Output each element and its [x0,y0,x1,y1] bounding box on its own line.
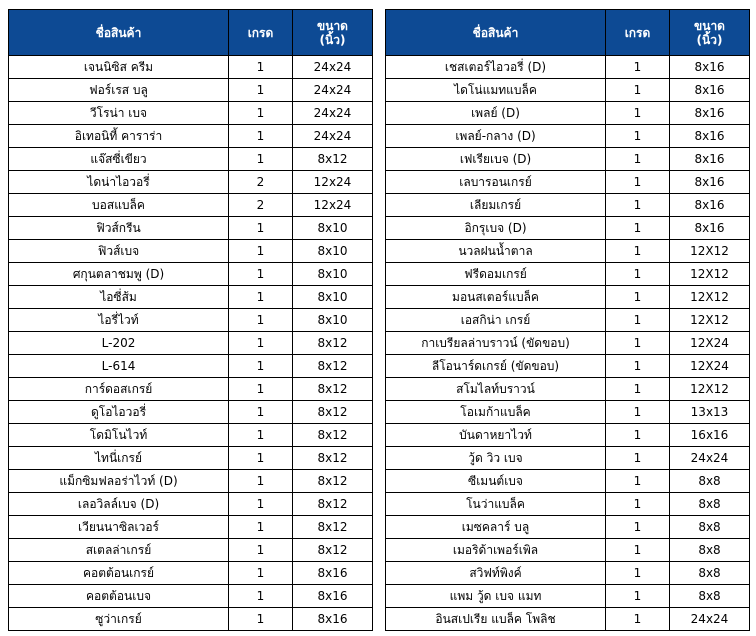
product-name-cell: ฟอร์เรส บลู [9,79,229,102]
column-header-size: ขนาด (นิ้ว) [670,10,750,56]
table-row [386,378,750,401]
product-name-cell: สโมไลท์บราวน์ [386,378,606,401]
product-name-cell: บันดาหยาไวท์ [386,424,606,447]
table-row [9,102,373,125]
size-cell: 8x16 [293,585,373,608]
grade-cell: 1 [229,424,293,447]
size-cell: 16x16 [670,424,750,447]
size-cell: 8x12 [293,516,373,539]
grade-cell: 1 [229,217,293,240]
size-cell: 8x16 [670,148,750,171]
grade-cell: 1 [229,378,293,401]
column-header-name: ชื่อสินค้า [386,10,606,56]
grade-cell: 1 [606,56,670,79]
product-name-cell: ไทนี่เกรย์ [9,447,229,470]
grade-cell: 1 [229,56,293,79]
table-row [9,217,373,240]
table-row [386,470,750,493]
size-cell: 8x10 [293,309,373,332]
size-cell: 8x16 [293,608,373,631]
table-row [386,424,750,447]
size-cell: 12X12 [670,286,750,309]
product-name-cell: เพลย์-กลาง (D) [386,125,606,148]
size-cell: 24x24 [293,125,373,148]
size-cell: 8x12 [293,332,373,355]
size-cell: 12X12 [670,263,750,286]
product-name-cell: ฟรีดอมเกรย์ [386,263,606,286]
product-name-cell: ฟิวส์เบจ [9,240,229,263]
grade-cell: 1 [606,378,670,401]
size-cell: 8x12 [293,355,373,378]
product-name-cell: คอตต้อนเบจ [9,585,229,608]
size-cell: 12X12 [670,240,750,263]
product-name-cell: กาเบรียลล่าบราวน์ (ขัดขอบ) [386,332,606,355]
table-row [386,309,750,332]
table-body-right [386,56,750,631]
product-name-cell: L-614 [9,355,229,378]
table-row [386,539,750,562]
size-cell: 8x8 [670,562,750,585]
table-row [386,585,750,608]
product-name-cell: ศกุนตลาชมพู (D) [9,263,229,286]
size-cell: 8x16 [293,562,373,585]
table-row [386,56,750,79]
grade-cell: 1 [606,240,670,263]
size-cell: 8x10 [293,240,373,263]
product-table-left [8,9,373,631]
table-row [386,286,750,309]
table-row [9,79,373,102]
product-name-cell: ไอรี่ไวท์ [9,309,229,332]
table-row [9,194,373,217]
grade-cell: 1 [606,148,670,171]
table-row [9,608,373,631]
grade-cell: 1 [229,539,293,562]
grade-cell: 1 [606,493,670,516]
table-row [9,516,373,539]
table-row [386,217,750,240]
grade-cell: 1 [606,562,670,585]
table-row [386,608,750,631]
grade-cell: 1 [229,309,293,332]
product-name-cell: เชสเตอร์ไอวอรี่ (D) [386,56,606,79]
product-name-cell: แม็กซิมฟลอร่าไวท์ (D) [9,470,229,493]
grade-cell: 1 [606,102,670,125]
size-cell: 24x24 [670,447,750,470]
size-cell: 24x24 [293,102,373,125]
grade-cell: 1 [229,148,293,171]
product-name-cell: ไดโน่แมทแบล็ค [386,79,606,102]
grade-cell: 1 [606,309,670,332]
grade-cell: 1 [229,102,293,125]
grade-cell: 1 [606,539,670,562]
product-name-cell: เวียนนาซิลเวอร์ [9,516,229,539]
product-name-cell: สวิฟท์พิงค์ [386,562,606,585]
grade-cell: 1 [606,194,670,217]
size-cell: 24x24 [670,608,750,631]
product-name-cell: ซีเมนต์เบจ [386,470,606,493]
size-cell: 8x16 [670,194,750,217]
grade-cell: 1 [229,470,293,493]
product-name-cell: อิเทอนิที้ คาราร่า [9,125,229,148]
product-name-cell: อินสเปเรีย แบล็ค โพลิช [386,608,606,631]
product-name-cell: เลอวิลล์เบจ (D) [9,493,229,516]
product-name-cell: L-202 [9,332,229,355]
column-header-name: ชื่อสินค้า [9,10,229,56]
product-name-cell: ดูโอไอวอรี่ [9,401,229,424]
size-cell: 8x16 [670,217,750,240]
table-row [9,378,373,401]
size-cell: 8x12 [293,378,373,401]
size-cell: 8x8 [670,470,750,493]
grade-cell: 2 [229,171,293,194]
column-header-size: ขนาด (นิ้ว) [293,10,373,56]
table-row [9,286,373,309]
table-row [9,447,373,470]
table-row [9,240,373,263]
product-name-cell: ไดน่าไอวอรี่ [9,171,229,194]
grade-cell: 1 [606,263,670,286]
table-row [9,355,373,378]
grade-cell: 1 [606,171,670,194]
grade-cell: 1 [606,585,670,608]
product-name-cell: เพลย์ (D) [386,102,606,125]
grade-cell: 1 [229,125,293,148]
table-row [386,493,750,516]
product-name-cell: เมอริด้าเพอร์เพิล [386,539,606,562]
table-row [9,148,373,171]
product-name-cell: อิกรุเบจ (D) [386,217,606,240]
size-cell: 8x10 [293,217,373,240]
size-cell: 24x24 [293,79,373,102]
size-cell: 8x16 [670,79,750,102]
product-name-cell: แพม วู้ด เบจ แมท [386,585,606,608]
grade-cell: 1 [229,263,293,286]
size-cell: 8x16 [670,102,750,125]
table-row [9,56,373,79]
grade-cell: 1 [606,424,670,447]
size-cell: 8x8 [670,516,750,539]
size-cell: 8x8 [670,493,750,516]
table-header-row [386,10,750,56]
product-name-cell: ฟิวส์กรีน [9,217,229,240]
size-cell: 8x12 [293,148,373,171]
product-name-cell: การ์ดอสเกรย์ [9,378,229,401]
table-row [386,332,750,355]
product-name-cell: เลียมเกรย์ [386,194,606,217]
table-row [9,562,373,585]
size-cell: 12X12 [670,378,750,401]
product-name-cell: โดมิโนไวท์ [9,424,229,447]
product-name-cell: แจ๊สซี่เขียว [9,148,229,171]
grade-cell: 1 [229,79,293,102]
table-row [9,309,373,332]
product-name-cell: เลบารอนเกรย์ [386,171,606,194]
table-row [9,539,373,562]
size-cell: 12x24 [293,194,373,217]
size-cell: 24x24 [293,56,373,79]
table-row [386,516,750,539]
size-cell: 12X12 [670,309,750,332]
table-header-row [9,10,373,56]
grade-cell: 1 [229,608,293,631]
size-cell: 8x12 [293,424,373,447]
product-name-cell: โอเมก้าแบล็ค [386,401,606,424]
column-header-grade: เกรด [229,10,293,56]
table-row [386,240,750,263]
product-name-cell: วู้ด วิว เบจ [386,447,606,470]
table-row [9,424,373,447]
table-row [386,171,750,194]
size-cell: 13x13 [670,401,750,424]
grade-cell: 1 [229,332,293,355]
product-name-cell: เอสกิน่า เกรย์ [386,309,606,332]
product-name-cell: ไอซี่ส้ม [9,286,229,309]
table-row [386,79,750,102]
grade-cell: 1 [606,401,670,424]
grade-cell: 1 [606,355,670,378]
grade-cell: 1 [229,562,293,585]
grade-cell: 1 [229,355,293,378]
table-row [386,562,750,585]
product-name-cell: วีโรน่า เบจ [9,102,229,125]
product-name-cell: โนว่าแบล็ค [386,493,606,516]
table-row [386,263,750,286]
size-cell: 8x8 [670,585,750,608]
table-row [9,585,373,608]
table-row [386,355,750,378]
product-name-cell: คอตต้อนเกรย์ [9,562,229,585]
size-cell: 12X24 [670,332,750,355]
table-row [9,171,373,194]
grade-cell: 1 [606,125,670,148]
grade-cell: 1 [606,79,670,102]
size-cell: 12X24 [670,355,750,378]
grade-cell: 1 [606,217,670,240]
grade-cell: 1 [606,447,670,470]
product-table-right [385,9,750,631]
table-row [9,493,373,516]
table-row [9,332,373,355]
grade-cell: 1 [606,286,670,309]
table-row [386,401,750,424]
size-cell: 12x24 [293,171,373,194]
product-name-cell: นวลฝนน้ำตาล [386,240,606,263]
grade-cell: 1 [229,493,293,516]
size-cell: 8x12 [293,401,373,424]
size-cell: 8x8 [670,539,750,562]
product-name-cell: เมซคลาร์ บลู [386,516,606,539]
table-row [386,447,750,470]
product-name-cell: เฟเรียเบจ (D) [386,148,606,171]
grade-cell: 1 [606,608,670,631]
grade-cell: 1 [229,240,293,263]
product-name-cell: บอสแบล็ค [9,194,229,217]
grade-cell: 1 [606,516,670,539]
size-cell: 8x16 [670,125,750,148]
table-row [9,263,373,286]
size-cell: 8x12 [293,447,373,470]
grade-cell: 1 [229,286,293,309]
grade-cell: 1 [606,332,670,355]
grade-cell: 1 [229,401,293,424]
product-name-cell: สเตลล่าเกรย์ [9,539,229,562]
table-row [386,148,750,171]
grade-cell: 1 [229,447,293,470]
size-cell: 8x10 [293,286,373,309]
grade-cell: 1 [606,470,670,493]
table-row [386,194,750,217]
size-cell: 8x10 [293,263,373,286]
grade-cell: 1 [229,585,293,608]
table-row [9,125,373,148]
table-row [9,401,373,424]
table-row [9,470,373,493]
table-row [386,125,750,148]
grade-cell: 2 [229,194,293,217]
grade-cell: 1 [229,516,293,539]
size-cell: 8x16 [670,56,750,79]
size-cell: 8x12 [293,470,373,493]
size-cell: 8x12 [293,539,373,562]
product-name-cell: ลีโอนาร์ดเกรย์ (ขัดขอบ) [386,355,606,378]
product-name-cell: ซูว่าเกรย์ [9,608,229,631]
column-header-grade: เกรด [606,10,670,56]
table-body-left [9,56,373,631]
table-row [386,102,750,125]
product-name-cell: เจนนิซิส ครีม [9,56,229,79]
product-name-cell: มอนสเตอร์แบล็ค [386,286,606,309]
size-cell: 8x16 [670,171,750,194]
size-cell: 8x12 [293,493,373,516]
